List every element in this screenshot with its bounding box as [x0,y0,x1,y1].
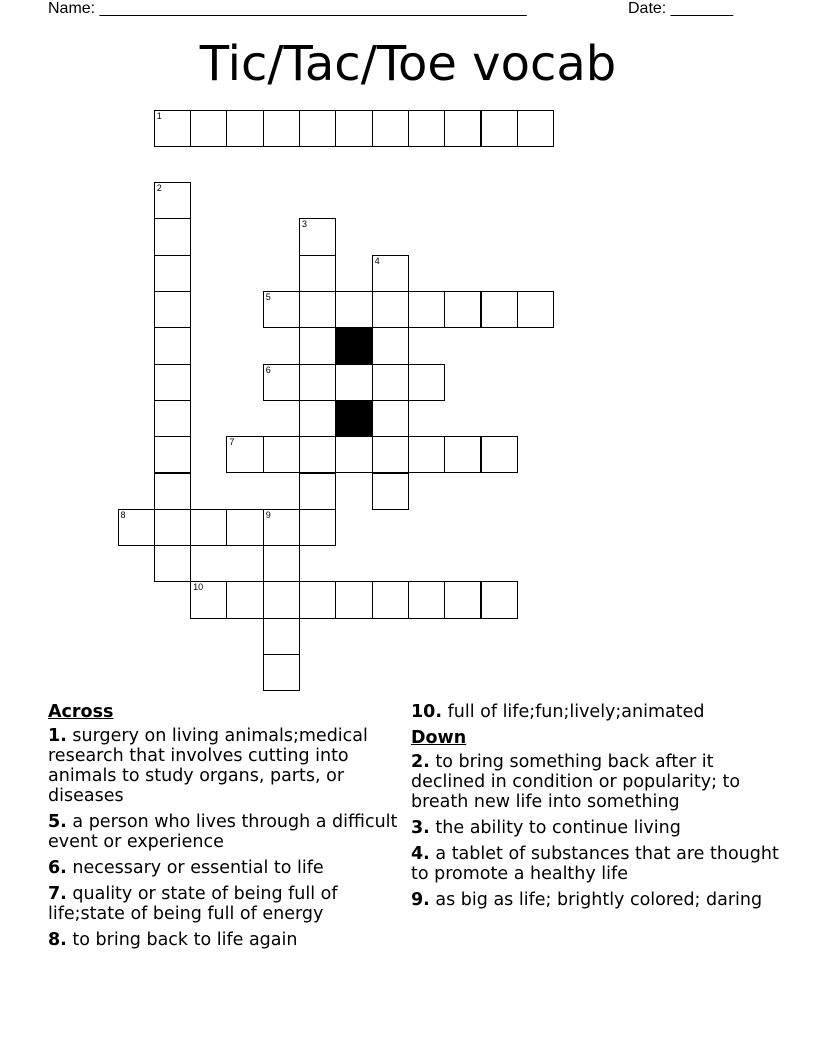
crossword-cell[interactable] [335,581,372,618]
page-title: Tic/Tac/Toe vocab [199,36,617,92]
crossword-cell[interactable] [372,327,409,364]
clue-across-1 [48,726,398,806]
crossword-cell[interactable] [372,400,409,437]
crossword-cell[interactable] [408,291,445,328]
crossword-cell[interactable] [154,400,191,437]
clue-across-7 [48,884,398,924]
cell-number: 6 [265,364,271,375]
crossword-cell[interactable] [372,255,409,292]
cell-number: 4 [374,255,380,266]
crossword-cell[interactable] [372,473,409,510]
crossword-cell[interactable] [226,436,263,473]
crossword-cell[interactable] [444,291,481,328]
crossword-cell[interactable] [444,110,481,147]
crossword-cell[interactable] [299,291,336,328]
cell-number: 2 [156,183,162,194]
crossword-cell[interactable] [190,581,227,618]
clue-number: 3. [411,818,430,838]
clue-number: 5. [48,812,67,832]
black-cell [335,327,372,364]
clue-across-10 [411,702,781,722]
clue-text: a tablet of substances that are thought to promote a healthy life [411,844,779,884]
crossword-cell[interactable] [517,110,554,147]
crossword-cell[interactable] [335,364,372,401]
crossword-cell[interactable] [154,545,191,582]
clues-column-left [48,702,398,956]
cell-number: 5 [265,292,271,302]
clues-column-right [411,702,781,916]
crossword-cell[interactable] [154,473,191,510]
crossword-cell[interactable] [263,581,300,618]
crossword-cell[interactable] [335,291,372,328]
cell-number: 9 [265,509,271,520]
crossword-cell[interactable] [263,291,300,328]
cell-number: 7 [229,437,235,448]
clue-text: as big as life; brightly colored; daring [435,890,763,910]
crossword-cell[interactable] [517,291,554,328]
clue-across-5 [48,812,398,852]
crossword-cell[interactable] [154,327,191,364]
crossword-cell[interactable] [154,436,191,473]
date-field[interactable]: Date: _______ [628,0,733,17]
clue-across-8 [48,930,398,950]
cell-number: 3 [302,219,308,230]
crossword-cell[interactable] [299,327,336,364]
clue-down-3 [411,818,781,838]
name-field[interactable]: Name: ________________________________________________ [48,0,527,17]
clue-text: necessary or essential to life [72,858,324,878]
crossword-cell[interactable] [263,654,300,691]
crossword-cell[interactable] [226,581,263,618]
crossword-cell[interactable] [190,110,227,147]
crossword-cell[interactable] [154,509,191,546]
crossword-cell[interactable] [190,509,227,546]
crossword-cell[interactable] [263,110,300,147]
cell-number: 1 [156,110,162,121]
crossword-cell[interactable] [408,436,445,473]
crossword-cell[interactable] [299,255,336,292]
clue-text: to bring back to life again [72,930,298,950]
clue-down-9 [411,890,781,910]
crossword-cell[interactable] [408,364,445,401]
crossword-cell[interactable] [372,436,409,473]
clue-number: 1. [48,726,67,746]
crossword-cell[interactable] [226,509,263,546]
crossword-cell[interactable] [481,436,518,473]
crossword-cell[interactable] [263,509,300,546]
crossword-cell[interactable] [118,509,155,546]
clue-across-6 [48,858,398,878]
crossword-cell[interactable] [299,473,336,510]
across-heading: Across [48,702,114,722]
clue-text: full of life;fun;lively;animated [447,702,705,722]
clue-number: 8. [48,930,67,950]
crossword-cell[interactable] [335,436,372,473]
crossword-cell[interactable] [444,581,481,618]
crossword-cell[interactable] [263,436,300,473]
crossword-cell[interactable] [263,364,300,401]
crossword-cell[interactable] [299,110,336,147]
crossword-cell[interactable] [154,218,191,255]
crossword-cell[interactable] [481,581,518,618]
crossword-cell[interactable] [263,545,300,582]
down-heading: Down [411,728,467,748]
crossword-cell[interactable] [263,618,300,655]
clue-text: quality or state of being full of life;state of being full of energy [48,884,338,924]
clue-down-2 [411,752,781,812]
crossword-cell[interactable] [372,110,409,147]
clue-number: 4. [411,844,430,864]
clue-text: a person who lives through a difficult event or experience [48,812,398,852]
crossword-cell[interactable] [444,436,481,473]
clue-number: 10. [411,702,443,722]
crossword-cell[interactable] [372,291,409,328]
cell-number: 8 [120,509,126,520]
clue-text: to bring something back after it declined in condition or popularity; to breath new life into something [411,752,741,812]
crossword-cell[interactable] [372,581,409,618]
black-cell [335,400,372,437]
cell-number: 10 [193,582,204,593]
crossword-cell[interactable] [408,581,445,618]
crossword-cell[interactable] [154,291,191,328]
crossword-cell[interactable] [154,255,191,292]
crossword-cell[interactable] [299,509,336,546]
crossword-cell[interactable] [299,364,336,401]
crossword-cell[interactable] [154,110,191,147]
clue-text: the ability to continue living [435,818,681,838]
crossword-cell[interactable] [335,110,372,147]
clue-number: 7. [48,884,67,904]
clue-text: surgery on living animals;medical research that involves cutting into animals to study organs, parts, or diseases [48,726,368,806]
clue-number: 2. [411,752,430,772]
crossword-cell[interactable] [154,364,191,401]
crossword-cell[interactable] [372,364,409,401]
clue-number: 9. [411,890,430,910]
crossword-cell[interactable] [299,400,336,437]
crossword-cell[interactable] [408,110,445,147]
crossword-cell[interactable] [299,436,336,473]
crossword-cell[interactable] [481,291,518,328]
crossword-cell[interactable] [154,182,191,219]
crossword-cell[interactable] [481,110,518,147]
crossword-cell[interactable] [299,218,336,255]
crossword-cell[interactable] [299,581,336,618]
clue-down-4 [411,844,781,884]
crossword-cell[interactable] [226,110,263,147]
clue-number: 6. [48,858,67,878]
